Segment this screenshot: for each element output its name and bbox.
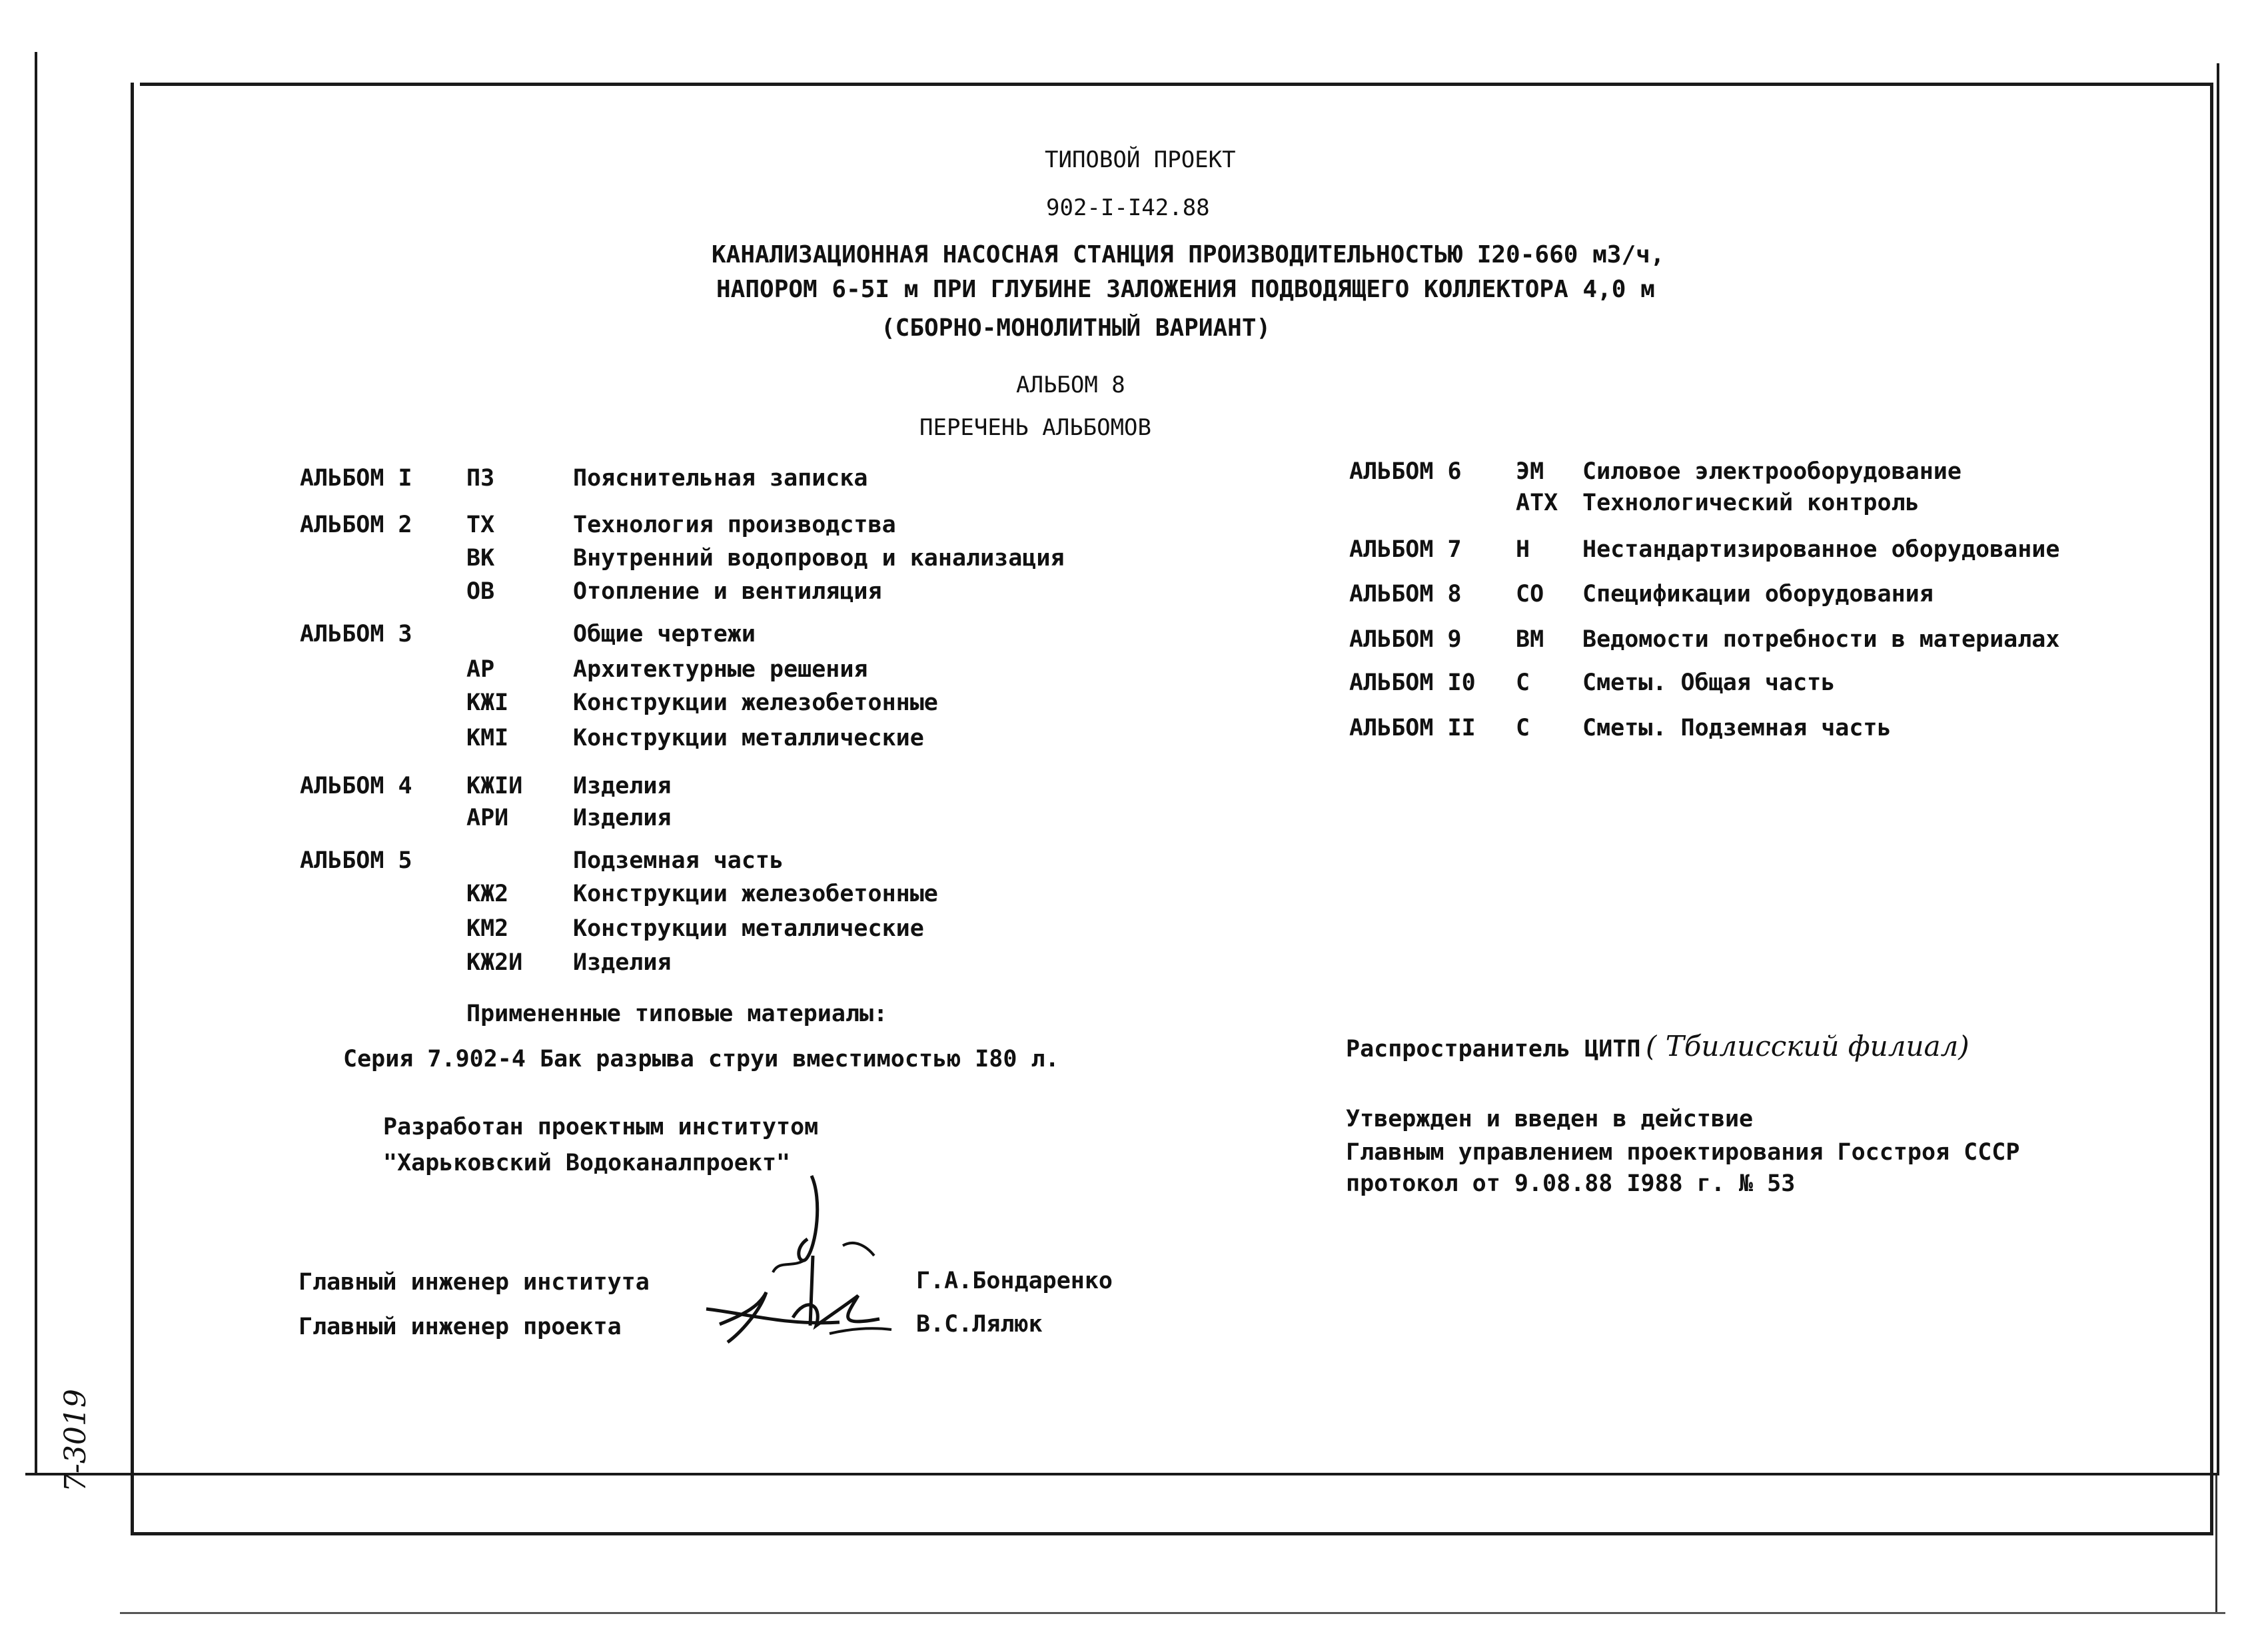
album-code: КЖ2И bbox=[466, 949, 523, 976]
album-label: АЛЬБОМ I bbox=[300, 465, 412, 492]
inner-bottom-border bbox=[131, 1532, 2213, 1535]
signature-person-2: В.С.Лялюк bbox=[916, 1311, 1043, 1338]
signature-person-1: Г.А.Бондаренко bbox=[916, 1268, 1113, 1294]
album-code: КЖ2 bbox=[466, 881, 509, 907]
developer-line-2: "Харьковский Водоканалпроект" bbox=[383, 1150, 791, 1176]
outer-right-border bbox=[2217, 63, 2219, 1475]
list-title: ПЕРЕЧЕНЬ АЛЬБОМОВ bbox=[919, 414, 1151, 441]
album-title: Внутренний водопровод и канализация bbox=[573, 545, 1065, 572]
album-code: ТХ bbox=[466, 512, 495, 538]
outer-bottom-border bbox=[25, 1473, 2217, 1475]
signature-role-2: Главный инженер проекта bbox=[298, 1314, 622, 1340]
album-title: Изделия bbox=[573, 949, 672, 976]
approval-line-3: протокол от 9.08.88 I988 г. № 53 bbox=[1346, 1170, 1796, 1197]
album-code: КМ2 bbox=[466, 915, 509, 942]
materials-series: Серия 7.902-4 Бак разрыва струи вместимостью I80 л. bbox=[343, 1046, 1059, 1072]
album-title: Технология производства bbox=[573, 512, 896, 538]
distributor-label: Распространитель ЦИТП bbox=[1346, 1036, 1641, 1062]
album-title: Архитектурные решения bbox=[573, 656, 868, 683]
album-label: АЛЬБОМ 4 bbox=[300, 773, 412, 799]
developer-line-1: Разработан проектным институтом bbox=[383, 1114, 819, 1140]
album-code: ЭМ bbox=[1516, 458, 1544, 485]
album-code: ОВ bbox=[466, 578, 495, 605]
album-code: СО bbox=[1516, 581, 1544, 608]
bottom-edge-line-right bbox=[2215, 1475, 2217, 1612]
album-label: АЛЬБОМ 7 bbox=[1349, 536, 1462, 563]
album-code: КЖIИ bbox=[466, 773, 523, 799]
inner-right-border bbox=[2210, 83, 2213, 1535]
doc-type: ТИПОВОЙ ПРОЕКТ bbox=[1045, 147, 1236, 173]
title-line-3: (СБОРНО-МОНОЛИТНЫЙ ВАРИАНТ) bbox=[881, 314, 1271, 342]
title-line-2: НАПОРОМ 6-5I м ПРИ ГЛУБИНЕ ЗАЛОЖЕНИЯ ПОДВОДЯЩЕГО КОЛЛЕКТОРА 4,0 м bbox=[716, 276, 1655, 303]
album-title: Общие чертежи bbox=[573, 621, 756, 647]
album-code: С bbox=[1516, 715, 1530, 741]
album-label: АЛЬБОМ 9 bbox=[1349, 626, 1462, 653]
signature-role-1: Главный инженер института bbox=[298, 1269, 650, 1296]
album-title: Сметы. Подземная часть bbox=[1582, 715, 1892, 741]
album-title: Нестандартизированное оборудование bbox=[1582, 536, 2060, 563]
approval-line-2: Главным управлением проектирования Госстроя СССР bbox=[1346, 1139, 2020, 1166]
archive-number: 7-3019 bbox=[59, 1389, 93, 1492]
album-label: АЛЬБОМ II bbox=[1349, 715, 1476, 741]
album-title: Конструкции металлические bbox=[573, 725, 924, 751]
album-label: АЛЬБОМ 6 bbox=[1349, 458, 1462, 485]
album-title: Спецификации оборудования bbox=[1582, 581, 1934, 608]
album-code: АР bbox=[466, 656, 495, 683]
materials-heading: Примененные типовые материалы: bbox=[466, 1001, 888, 1027]
album-code: АТХ bbox=[1516, 490, 1558, 516]
album-title: Конструкции железобетонные bbox=[573, 881, 938, 907]
outer-left-border bbox=[35, 52, 37, 1474]
album-number: АЛЬБОМ 8 bbox=[1016, 372, 1125, 398]
album-code: КЖI bbox=[466, 689, 509, 716]
album-label: АЛЬБОМ 2 bbox=[300, 512, 412, 538]
album-code: КМI bbox=[466, 725, 509, 751]
album-title: Пояснительная записка bbox=[573, 465, 868, 492]
album-title: Подземная часть bbox=[573, 847, 784, 874]
album-label: АЛЬБОМ 5 bbox=[300, 847, 412, 874]
album-code: АРИ bbox=[466, 805, 509, 831]
album-title: Ведомости потребности в материалах bbox=[1582, 626, 2060, 653]
album-label: АЛЬБОМ 3 bbox=[300, 621, 412, 647]
album-code: Н bbox=[1516, 536, 1530, 563]
album-code: С bbox=[1516, 669, 1530, 696]
album-label: АЛЬБОМ I0 bbox=[1349, 669, 1476, 696]
distributor-handwritten: ( Тбилисский филиал) bbox=[1646, 1030, 1970, 1062]
album-title: Конструкции железобетонные bbox=[573, 689, 938, 716]
album-title: Изделия bbox=[573, 805, 672, 831]
album-title: Силовое электрооборудование bbox=[1582, 458, 1962, 485]
album-title: Конструкции металлические bbox=[573, 915, 924, 942]
album-title: Технологический контроль bbox=[1582, 490, 1920, 516]
album-title: Изделия bbox=[573, 773, 672, 799]
approval-line-1: Утвержден и введен в действие bbox=[1346, 1106, 1754, 1132]
doc-number: 902-I-I42.88 bbox=[1046, 195, 1210, 221]
title-line-1: КАНАЛИЗАЦИОННАЯ НАСОСНАЯ СТАНЦИЯ ПРОИЗВОДИТЕЛЬНОСТЬЮ I20-660 м3/ч, bbox=[712, 241, 1665, 268]
bottom-edge-line bbox=[120, 1612, 2225, 1614]
album-code: ВМ bbox=[1516, 626, 1544, 653]
album-code: ВК bbox=[466, 545, 495, 572]
album-title: Отопление и вентиляция bbox=[573, 578, 882, 605]
album-code: ПЗ bbox=[466, 465, 495, 492]
album-title: Сметы. Общая часть bbox=[1582, 669, 1836, 696]
inner-left-border bbox=[131, 83, 134, 1535]
inner-top-border bbox=[140, 83, 2212, 86]
handwritten-signatures bbox=[680, 1159, 906, 1379]
album-label: АЛЬБОМ 8 bbox=[1349, 581, 1462, 608]
